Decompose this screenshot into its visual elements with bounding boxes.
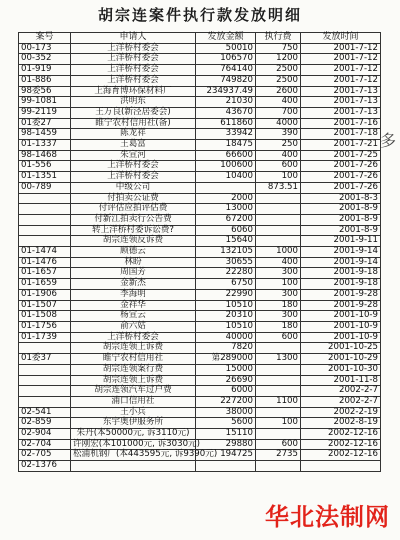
- cell-applicant: 朱丹(本50000元, 诉3110元): [71, 429, 196, 440]
- cell-amount: 33942: [196, 129, 256, 140]
- cell-case-no: 02-705: [19, 450, 71, 461]
- cell-amount: 132105: [196, 247, 256, 258]
- cell-amount: 5600: [196, 418, 256, 429]
- cell-amount: 10400: [196, 172, 256, 183]
- cell-fee: [256, 204, 301, 215]
- cell-case-no: 01-1474: [19, 247, 71, 258]
- cell-date: 2001-7-13: [301, 97, 381, 108]
- cell-case-no: 01-1906: [19, 289, 71, 300]
- cell-applicant: 上海育博环保材料厂: [71, 86, 196, 97]
- table-row: [19, 429, 381, 440]
- cell-amount: [196, 182, 256, 193]
- cell-fee: 300: [256, 289, 301, 300]
- cell-applicant: 胡宗连领案行费: [71, 364, 196, 375]
- cell-date: 2002-2-7: [301, 386, 381, 397]
- cell-date: 2001-10-9: [301, 321, 381, 332]
- cell-fee: [256, 407, 301, 418]
- cell-date: 2001-7-16: [301, 118, 381, 129]
- cell-amount: 15110: [196, 429, 256, 440]
- table-row: [19, 289, 381, 300]
- cell-fee: [256, 386, 301, 397]
- cell-date: 2001-7-13: [301, 107, 381, 118]
- cell-case-no: 00-173: [19, 43, 71, 54]
- table-body: [19, 43, 381, 471]
- cell-amount: 21030: [196, 97, 256, 108]
- cell-applicant: 上洋桥村委会: [71, 54, 196, 65]
- cell-amount: 10510: [196, 321, 256, 332]
- cell-date: 2001-9-18: [301, 268, 381, 279]
- cell-amount: 749820: [196, 75, 256, 86]
- cell-amount: [196, 461, 256, 472]
- cell-case-no: 01-1351: [19, 172, 71, 183]
- table-row: [19, 236, 381, 247]
- cell-applicant: 上洋桥村委会: [71, 43, 196, 54]
- cell-amount: 50010: [196, 43, 256, 54]
- table-row: [19, 182, 381, 193]
- cell-case-no: [19, 364, 71, 375]
- table-row: [19, 396, 381, 407]
- cell-applicant: 睢宁农村信用社: [71, 354, 196, 365]
- cell-fee: 700: [256, 107, 301, 118]
- cell-case-no: 02-904: [19, 429, 71, 440]
- table-row: [19, 375, 381, 386]
- cell-amount: 234937.49: [196, 86, 256, 97]
- table-row: [19, 172, 381, 183]
- cell-fee: 600: [256, 439, 301, 450]
- col-header-applicant: 申请人: [71, 33, 196, 44]
- cell-date: 2001-10-25: [301, 343, 381, 354]
- table-row: [19, 407, 381, 418]
- cell-fee: 390: [256, 129, 301, 140]
- table-row: [19, 86, 381, 97]
- cell-amount: 18475: [196, 140, 256, 151]
- col-header-date: 发放时间: [301, 33, 381, 44]
- cell-date: [301, 461, 381, 472]
- cell-fee: 2600: [256, 86, 301, 97]
- cell-amount: 20310: [196, 311, 256, 322]
- cell-fee: 1100: [256, 396, 301, 407]
- cell-case-no: 01-1657: [19, 268, 71, 279]
- table-row: [19, 364, 381, 375]
- cell-applicant: 周国芳: [71, 268, 196, 279]
- cell-applicant: 俞六姑: [71, 321, 196, 332]
- cell-case-no: 99-2119: [19, 107, 71, 118]
- cell-date: 2001-9-14: [301, 257, 381, 268]
- cell-case-no: 00-789: [19, 182, 71, 193]
- cell-fee: 1200: [256, 54, 301, 65]
- table-row: [19, 386, 381, 397]
- disbursement-table: [18, 32, 381, 472]
- table-row: [19, 300, 381, 311]
- cell-case-no: 01-556: [19, 161, 71, 172]
- cell-date: 2001-10-9: [301, 332, 381, 343]
- cell-amount: 43670: [196, 107, 256, 118]
- cell-date: 2001-7-26: [301, 172, 381, 183]
- cell-date: 2001-7-13: [301, 86, 381, 97]
- cell-amount: 6000: [196, 386, 256, 397]
- cell-date: 2002-2-19: [301, 407, 381, 418]
- cell-applicant: 胡宗连领上诉费: [71, 343, 196, 354]
- cell-applicant: 金新杰: [71, 279, 196, 290]
- cell-fee: 400: [256, 150, 301, 161]
- table-row: [19, 268, 381, 279]
- cell-applicant: 中级公司: [71, 182, 196, 193]
- cell-date: 2001-9-11: [301, 236, 381, 247]
- cell-applicant: 上洋桥村委会: [71, 65, 196, 76]
- cell-applicant: 顾德云: [71, 247, 196, 258]
- cell-amount: 13000: [196, 204, 256, 215]
- cell-fee: 600: [256, 332, 301, 343]
- table-row: [19, 461, 381, 472]
- cell-applicant: 胡宗连领反诉费: [71, 236, 196, 247]
- document-title: 胡宗连案件执行款发放明细: [97, 6, 302, 24]
- cell-case-no: 01委27: [19, 118, 71, 129]
- cell-date: 2001-8-3: [301, 193, 381, 204]
- table-row: [19, 332, 381, 343]
- cell-date: 2002-2-7: [301, 396, 381, 407]
- cell-applicant: 胡宗连领上诉费: [71, 375, 196, 386]
- table-row: [19, 43, 381, 54]
- cell-fee: 1000: [256, 247, 301, 258]
- cell-case-no: [19, 236, 71, 247]
- cell-applicant: 李海明: [71, 289, 196, 300]
- cell-amount: 29880: [196, 439, 256, 450]
- cell-fee: 750: [256, 43, 301, 54]
- cell-case-no: 01-886: [19, 75, 71, 86]
- cell-date: 2002-12-16: [301, 439, 381, 450]
- cell-applicant: 睢宁农村信用社(备): [71, 118, 196, 129]
- cell-amount: 22280: [196, 268, 256, 279]
- cell-case-no: 01委37: [19, 354, 71, 365]
- cell-fee: [256, 461, 301, 472]
- table-row: [19, 150, 381, 161]
- cell-fee: [256, 343, 301, 354]
- cell-applicant: 浦口信用社: [71, 396, 196, 407]
- cell-date: 2001-9-28: [301, 289, 381, 300]
- cell-amount: 67200: [196, 214, 256, 225]
- table-row: [19, 214, 381, 225]
- cell-date: 2001-7-25: [301, 150, 381, 161]
- cell-case-no: [19, 386, 71, 397]
- cell-applicant: 付新江拍卖行公告费: [71, 214, 196, 225]
- cell-amount: 6750: [196, 279, 256, 290]
- cell-amount: 611860: [196, 118, 256, 129]
- col-header-case-no: 案号: [19, 33, 71, 44]
- cell-amount: 764140: [196, 65, 256, 76]
- cell-date: 2001-7-12: [301, 54, 381, 65]
- col-header-amount: 发放金额: [196, 33, 256, 44]
- table-row: [19, 107, 381, 118]
- cell-case-no: 00-352: [19, 54, 71, 65]
- cell-applicant: 王葛富: [71, 140, 196, 151]
- cell-applicant: 转上洋桥村委诉讼费?: [71, 225, 196, 236]
- table-header-row: [19, 33, 381, 44]
- cell-amount: 10510: [196, 300, 256, 311]
- cell-fee: [256, 193, 301, 204]
- cell-date: 2001-10-30: [301, 364, 381, 375]
- table-row: [19, 97, 381, 108]
- cell-fee: 400: [256, 97, 301, 108]
- cell-case-no: 98-1459: [19, 129, 71, 140]
- cell-date: 2002-12-16: [301, 450, 381, 461]
- cell-case-no: [19, 204, 71, 215]
- watermark-text: 华北法制网: [265, 503, 390, 531]
- cell-fee: [256, 214, 301, 225]
- cell-fee: 1300: [256, 354, 301, 365]
- cell-fee: 300: [256, 311, 301, 322]
- cell-fee: [256, 375, 301, 386]
- table-row: [19, 343, 381, 354]
- cell-fee: 180: [256, 300, 301, 311]
- cell-amount: 66600: [196, 150, 256, 161]
- table-row: [19, 161, 381, 172]
- table-row: [19, 247, 381, 258]
- cell-amount: 7820: [196, 343, 256, 354]
- cell-applicant: 上洋桥村委会: [71, 75, 196, 86]
- cell-applicant: 杨宣云: [71, 311, 196, 322]
- table-row: [19, 321, 381, 332]
- cell-applicant: 上洋桥村委会: [71, 332, 196, 343]
- table-row: [19, 140, 381, 151]
- cell-applicant: 许刚宏(本101000元, 诉3030元): [71, 439, 196, 450]
- cell-case-no: 01-1337: [19, 140, 71, 151]
- cell-amount: 6060: [196, 225, 256, 236]
- cell-amount: 2000: [196, 193, 256, 204]
- cell-amount: 38000: [196, 407, 256, 418]
- cell-applicant: 付评估应拍评估费: [71, 204, 196, 215]
- cell-applicant: 林盼: [71, 257, 196, 268]
- cell-case-no: [19, 396, 71, 407]
- cell-case-no: 01-1508: [19, 311, 71, 322]
- cell-case-no: 01-1756: [19, 321, 71, 332]
- cell-fee: 300: [256, 268, 301, 279]
- cell-applicant: 付拍卖公证费: [71, 193, 196, 204]
- cell-case-no: 01-1507: [19, 300, 71, 311]
- cell-case-no: [19, 214, 71, 225]
- cell-fee: 100: [256, 172, 301, 183]
- cell-fee: 4000: [256, 118, 301, 129]
- cell-amount: 第289000: [196, 354, 256, 365]
- cell-date: 2001-11-8: [301, 375, 381, 386]
- cell-applicant: [71, 461, 196, 472]
- cell-applicant: 上洋桥村委会: [71, 161, 196, 172]
- cell-case-no: 99-1081: [19, 97, 71, 108]
- table-row: [19, 118, 381, 129]
- cell-applicant: 金祥华: [71, 300, 196, 311]
- cell-fee: 100: [256, 418, 301, 429]
- table-row: [19, 279, 381, 290]
- cell-amount: 40000: [196, 332, 256, 343]
- cell-case-no: [19, 343, 71, 354]
- cell-case-no: 01-1476: [19, 257, 71, 268]
- table-row: [19, 193, 381, 204]
- margin-handwritten-mark: 多: [379, 131, 396, 150]
- cell-date: 2002-8-19: [301, 418, 381, 429]
- cell-fee: 100: [256, 279, 301, 290]
- cell-fee: [256, 364, 301, 375]
- cell-amount: 106570: [196, 54, 256, 65]
- cell-fee: [256, 429, 301, 440]
- cell-case-no: 02-541: [19, 407, 71, 418]
- table-row: [19, 225, 381, 236]
- cell-amount: 30655: [196, 257, 256, 268]
- cell-amount: 100600: [196, 161, 256, 172]
- cell-date: 2001-7-26: [301, 161, 381, 172]
- cell-date: 2001-9-14: [301, 247, 381, 258]
- cell-applicant: 洪明东: [71, 97, 196, 108]
- cell-date: 2001-9-18: [301, 279, 381, 290]
- cell-date: 2001-8-9: [301, 225, 381, 236]
- cell-applicant: 上洋桥村委会: [71, 172, 196, 183]
- cell-case-no: [19, 375, 71, 386]
- cell-amount: 15640: [196, 236, 256, 247]
- cell-amount: 22990: [196, 289, 256, 300]
- table-row: [19, 204, 381, 215]
- cell-case-no: 01-1739: [19, 332, 71, 343]
- cell-applicant: 松浦机钢厂(本443595元, 诉9390元): [71, 450, 196, 461]
- cell-case-no: 98-1468: [19, 150, 71, 161]
- cell-date: 2002-12-16: [301, 429, 381, 440]
- cell-date: 2001-7-21: [301, 140, 381, 151]
- table-row: [19, 75, 381, 86]
- cell-date: 2001-8-9: [301, 214, 381, 225]
- table-row: [19, 257, 381, 268]
- table-row: [19, 354, 381, 365]
- cell-case-no: 01-1659: [19, 279, 71, 290]
- cell-fee: 2735: [256, 450, 301, 461]
- cell-fee: 400: [256, 257, 301, 268]
- table-row: [19, 450, 381, 461]
- cell-fee: [256, 236, 301, 247]
- cell-date: 2001-7-18: [301, 129, 381, 140]
- cell-amount: 26690: [196, 375, 256, 386]
- cell-date: 2001-10-9: [301, 311, 381, 322]
- cell-fee: 180: [256, 321, 301, 332]
- cell-case-no: 02-704: [19, 439, 71, 450]
- cell-date: 2001-7-12: [301, 43, 381, 54]
- cell-applicant: 王小兵: [71, 407, 196, 418]
- table-row: [19, 54, 381, 65]
- col-header-fee: 执行费: [256, 33, 301, 44]
- table-row: [19, 65, 381, 76]
- cell-date: 2001-10-29: [301, 354, 381, 365]
- table-row: [19, 129, 381, 140]
- cell-applicant: 朱宣河: [71, 150, 196, 161]
- cell-fee: 873.51: [256, 182, 301, 193]
- cell-case-no: 98委56: [19, 86, 71, 97]
- cell-date: 2001-7-12: [301, 75, 381, 86]
- cell-applicant: 王万良(新泾居委会): [71, 107, 196, 118]
- cell-fee: 2500: [256, 65, 301, 76]
- cell-date: 2001-7-12: [301, 65, 381, 76]
- cell-case-no: [19, 193, 71, 204]
- cell-amount: 15000: [196, 364, 256, 375]
- cell-fee: 600: [256, 161, 301, 172]
- cell-case-no: 01-919: [19, 65, 71, 76]
- cell-date: 2001-8-9: [301, 204, 381, 215]
- table-row: [19, 418, 381, 429]
- cell-case-no: [19, 225, 71, 236]
- cell-fee: 2500: [256, 75, 301, 86]
- cell-applicant: 胡宗连领汽车过户费: [71, 386, 196, 397]
- table-row: [19, 311, 381, 322]
- cell-amount: 194725: [196, 450, 256, 461]
- cell-case-no: 02-859: [19, 418, 71, 429]
- cell-fee: [256, 225, 301, 236]
- cell-applicant: 陈龙祥: [71, 129, 196, 140]
- cell-date: 2001-7-26: [301, 182, 381, 193]
- cell-date: 2001-9-28: [301, 300, 381, 311]
- cell-amount: 227200: [196, 396, 256, 407]
- cell-fee: 250: [256, 140, 301, 151]
- cell-case-no: 02-1376: [19, 461, 71, 472]
- cell-applicant: 东宇奥伊服务所: [71, 418, 196, 429]
